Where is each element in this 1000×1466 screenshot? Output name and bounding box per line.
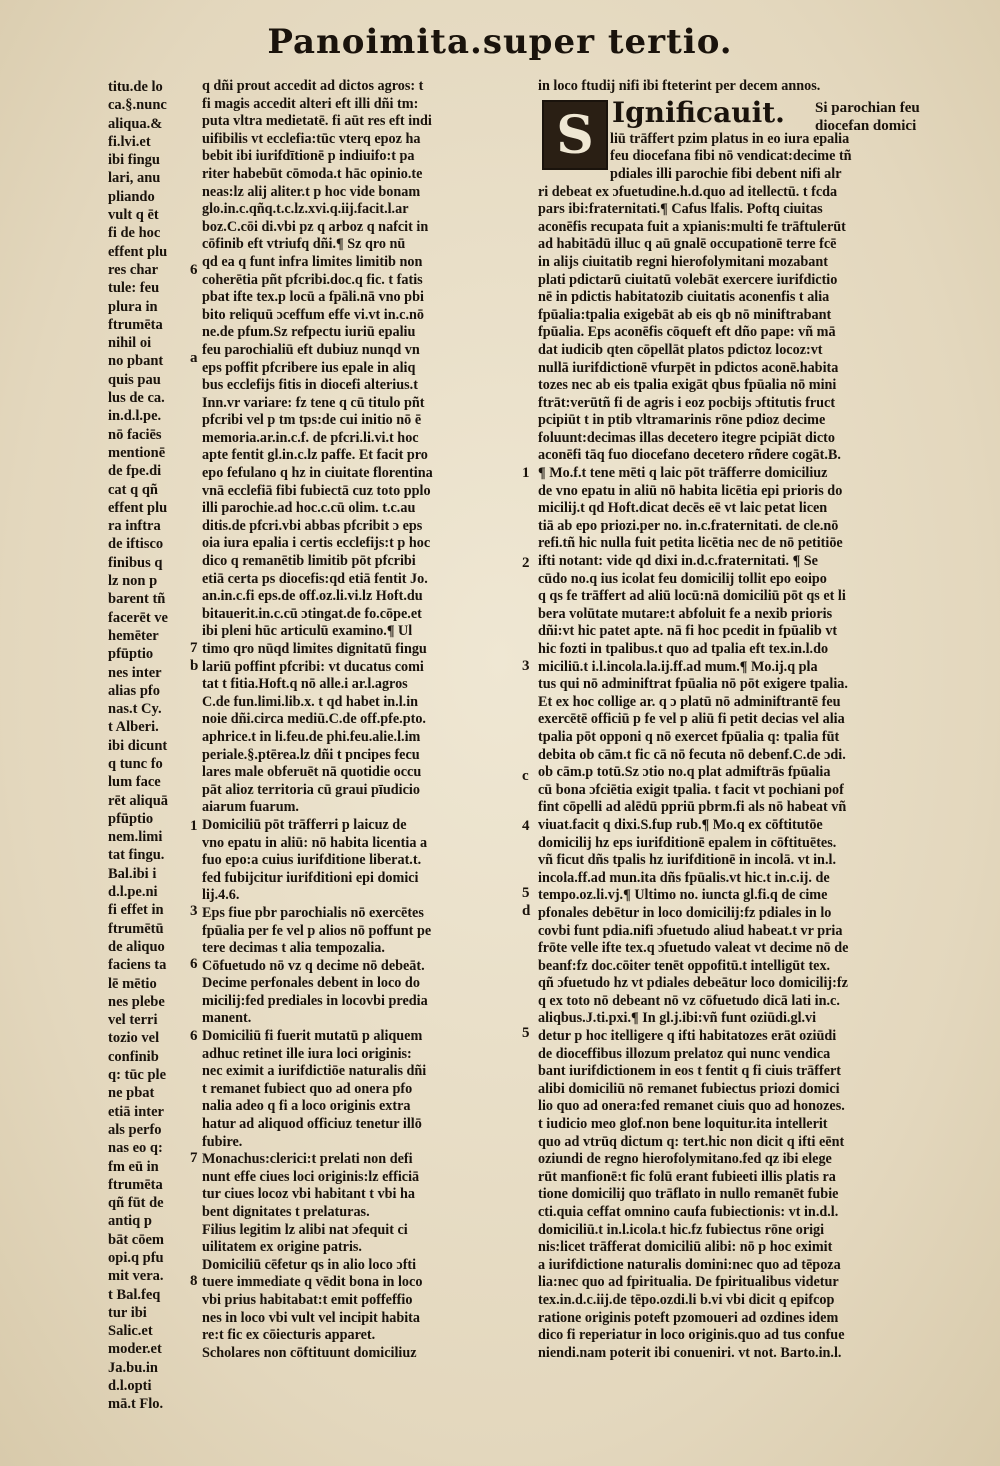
text-line: cūdo no.q ius icolat feu domicilij tollit epo eoipo <box>538 570 827 587</box>
text-line: covbi funt pdia.nifi ɔfuetudo aliud habeat.t vr pria <box>538 922 843 939</box>
text-line: t remanet fubiect quo ad onera pfo <box>202 1080 413 1097</box>
text-line: fpūalia. Eps aconēfis cōqueft eft dño pape: vñ mā <box>538 324 836 341</box>
text-line: feu parochialiū eft dubiuz nunqd vn <box>202 341 420 358</box>
text-line: cōfinib eft vtriufq dñi.¶ Sz qro nū <box>202 236 406 253</box>
text-line: Scholares non cōftituunt domiciliuz <box>202 1344 417 1361</box>
text-line: rūt manfionē:t fic folū erant fubieeti illis platis ra <box>538 1168 836 1185</box>
margin-marker: a <box>190 350 198 366</box>
text-line: qñ fūt de <box>108 1195 164 1212</box>
text-line: tat t fitia.Hoft.q nō alle.i ar.l.agros <box>202 676 408 693</box>
text-line: C.de fun.limi.lib.x. t qd habet in.l.in <box>202 693 419 710</box>
text-line: a iurifdictione naturalis domini:nec quo ad tēpoza <box>538 1256 841 1273</box>
text-line: lio quo ad onera:fed remanet ciuis quo ad honozes. <box>538 1098 845 1115</box>
text-line: bent dignitates t prelaturas. <box>202 1204 370 1220</box>
text-line: confinib <box>108 1048 159 1065</box>
text-line: cū bona ɔfciētia exigit tpalia. t facit vt pochiani pof <box>538 781 844 798</box>
text-line: coherētia pñt pfcribi.doc.q fic. t fatis <box>202 271 423 288</box>
margin-marker: 7 <box>190 640 198 656</box>
text-line: lia:nec quo ad fpiritualia. De fpiritualibus videtur <box>538 1274 839 1291</box>
text-line: refi.tñ hic nulla fuit petita licētia nec de nō petitiōe <box>538 535 843 552</box>
text-line: tpalia pōt opponi q nō exercet fpūalia q: tpalia fūt <box>538 728 840 745</box>
text-line: uilitatem ex origine patris. <box>202 1239 362 1256</box>
text-line: Et ex hoc collige ar. q ɔ platū nō adminiftrantē feu <box>538 693 841 710</box>
text-line: illi parochie.ad hoc.c.cū olim. t.c.au <box>202 500 416 517</box>
text-line: an.in.c.fi eps.de off.oz.li.vi.lz Hoft.du <box>202 588 423 605</box>
text-line: Monachus:clerici:t prelati non defi <box>202 1151 413 1168</box>
text-line: bant iurifdictionem in eos t fentit q fi ciuis trāffert <box>538 1063 842 1080</box>
text-line: de iftisco <box>108 536 164 553</box>
text-line: ob cām.p totū.Sz ɔtio no.q plat admiftrās fpūalia <box>538 764 831 781</box>
text-line: ad habitādū illuc q aū gnalē occupationē terre fcē <box>538 236 837 253</box>
text-line: timo qro nūqd limites dignitatū fingu <box>202 641 427 657</box>
text-line: bāt cōem <box>108 1231 164 1248</box>
text-line: tozes nec ab eis tpalia exigāt qbus fpūalia nō mini <box>538 377 837 394</box>
running-header: Panoimita.super tertio. <box>267 22 733 62</box>
text-line: d.l.opti <box>108 1378 152 1395</box>
text-line: incola.ff.ad mun.ita dñs fpūalis.vt hic.t in.c.ij. de <box>538 869 830 886</box>
text-line: q: tūc ple <box>108 1067 166 1084</box>
text-line: bitauerit.in.c.cū ɔtingat.de fo.cōpe.et <box>202 605 422 622</box>
text-line: ¶ Mo.f.t tene mēti q laic pōt trāfferre domiciliuz <box>538 465 828 482</box>
text-line: pfūptio <box>108 646 154 663</box>
margin-marker: 8 <box>190 1273 198 1289</box>
text-line: nalia adeo q fi a loco originis extra <box>202 1098 411 1115</box>
text-line: finibus q <box>108 554 163 571</box>
text-line: ifti notant: vide qd dixi in.d.c.fraternitati. ¶ Se <box>538 553 818 570</box>
text-line: pcipiūt t in ptib vltramarinis rōne pdioz decime <box>538 412 826 429</box>
text-line: moder.et <box>108 1341 162 1358</box>
text-line: miciliū.t i.l.incola.la.ij.ff.ad mum.¶ Mo.ij.q pla <box>538 658 818 675</box>
margin-marker: 6 <box>190 956 198 972</box>
rubric-fragment: Si parochian feu <box>815 100 920 116</box>
text-line: lij.4.6. <box>202 887 240 904</box>
text-line: fuo epo:a cuius iurifditione liberat.t. <box>202 852 422 869</box>
text-line: bito reliquū ɔceffum effe vi.vt in.c.nō <box>202 306 424 323</box>
text-line: de vno epatu in aliū nō habita licētia epi prioris do <box>538 482 843 499</box>
text-line: quis pau <box>108 371 161 388</box>
text-line: aphrice.t in li.feu.de phi.feu.alie.l.im <box>202 728 421 745</box>
text-line: de aliquo <box>108 938 165 955</box>
text-line: fint cōpelli ad alēdū ppriū pbrm.fi als nō habeat vñ <box>538 799 847 816</box>
text-line: lum face <box>108 774 161 791</box>
margin-marker: 7 <box>190 1150 198 1166</box>
text-line: mit vera. <box>108 1268 164 1285</box>
text-line: pfūptio <box>108 810 154 827</box>
text-line: pbat ifte tex.p locū a fpāli.nā vno pbi <box>202 289 424 306</box>
text-line: ditis.de pfcri.vbi abbas pfcribit ɔ eps <box>202 517 423 534</box>
text-line: pāt alioz territoria cū graui pīudicio <box>202 781 420 798</box>
text-line: tur ibi <box>108 1304 147 1321</box>
text-line: hemēter <box>108 627 159 644</box>
text-line: plura in <box>108 298 158 315</box>
text-line: Domiciliū fi fuerit mutatū p aliquem <box>202 1028 423 1045</box>
text-line: fed fubijcitur iurifditioni epi domici <box>202 869 419 886</box>
text-line: qñ ɔfuetudo hz vt pdiales debeātur loco domicilij:fz <box>538 975 848 992</box>
text-line: lares male obferuēt nā quotidie occu <box>202 764 422 781</box>
text-line: faciens ta <box>108 957 167 974</box>
text-line: t Bal.feq <box>108 1286 161 1303</box>
text-line: d.l.pe.ni <box>108 884 158 901</box>
text-line: aiarum fuarum. <box>202 799 299 816</box>
text-line: Decime perfonales debent in loco do <box>202 975 420 992</box>
margin-marker: c <box>522 768 529 784</box>
text-line: oia iura epalia i certis ecclefijs:t p hoc <box>202 535 431 552</box>
text-line: frōte velle ifte tex.q ɔfuetudo valeat vt decime nō de <box>538 940 849 957</box>
text-line: fpūalia per fe vel p alios nō poffunt pe <box>202 922 432 939</box>
text-line: aliqbus.J.ti.pxi.¶ In gl.j.ibi:vñ funt oziūdi.gl.vi <box>538 1010 817 1027</box>
text-line: tozio vel <box>108 1030 160 1047</box>
text-line: vnā ecclefiā fibi fubiectā cuz toto pplo <box>202 482 431 499</box>
text-line: t Alberi. <box>108 719 159 736</box>
text-line: als perfo <box>108 1121 162 1138</box>
text-line: etiā inter <box>108 1103 164 1120</box>
text-line: no pbant <box>108 353 164 370</box>
text-line: epo fefulano q hz in ciuitate florentina <box>202 465 433 482</box>
text-line: nunt effe ciues loci originis:lz efficiā <box>202 1168 420 1185</box>
text-line: t iudicio meo glof.non bene loquitur.ita intellerit <box>538 1116 828 1133</box>
margin-marker: 2 <box>522 555 530 571</box>
text-line: tione domicilij quo trāflato in nullo remanēt fubie <box>538 1186 839 1203</box>
text-line: q dñi prout accedit ad dictos agros: t <box>202 78 424 94</box>
text-line: barent tñ <box>108 591 166 608</box>
text-line: aconēfi tāq fuo diocefano decetero rñdere cogāt.B. <box>538 447 841 464</box>
text-line: nes in loco vbi vult vel incipit habita <box>202 1309 420 1326</box>
text-line: domiciliū.t in.l.icola.t hic.fz fubiectus rōne origi <box>538 1221 825 1238</box>
text-line: viuat.facit q dixi.S.fup rub.¶ Mo.q ex cōftitutōe <box>538 816 823 833</box>
text-line: aliqua.& <box>108 115 163 132</box>
text-line: cti.quia ceffat omnino caufa fubiectionis: vt in.d.l. <box>538 1204 839 1220</box>
text-line: dñi:vt hic patet apte. nā fi hoc pcedit in fpūalib vt <box>538 623 838 640</box>
text-line: dat iudicib qten cōpellāt platos pdictoz locoz:vt <box>538 341 823 358</box>
text-line: ra inftra <box>108 518 161 535</box>
text-line: beanf:fz doc.cōiter tenēt oppofitū.t intelligūt tex. <box>538 957 831 974</box>
text-line: aconēfis recupata fuit a xpianis:multi fe trāftulerūt <box>538 218 846 235</box>
text-line: nihil oi <box>108 335 152 352</box>
text-line: nullā iurifdictionē vfurpēt in pdictos aconē.habita <box>538 359 839 376</box>
decorated-initial: S <box>542 100 608 170</box>
text-line: nes plebe <box>108 993 165 1010</box>
text-line: re:t fic ex cōiecturis apparet. <box>202 1327 376 1344</box>
text-line: effent plu <box>108 243 168 260</box>
rubric-word: Ignificauit. <box>612 96 785 129</box>
text-line: debita ob cām.t fic cā nō fecuta nō debenf.C.de ɔdi. <box>538 746 846 763</box>
text-line: Inn.vr variare: fz tene q cū titulo pñt <box>202 394 425 411</box>
text-line: pliando <box>108 188 155 205</box>
text-line: quo ad vtrūq dictum q: tert.hic non dicit q ifti eēnt <box>538 1133 845 1150</box>
text-line: ratione originis poteft pzomoueri ad ozdines idem <box>538 1309 839 1326</box>
text-line: vel terri <box>108 1012 158 1029</box>
text-line: qd ea q funt infra limites limitib non <box>202 253 423 270</box>
margin-marker: 1 <box>190 818 198 834</box>
text-line: eps poffit pfcribere ius epale in aliq <box>202 359 416 376</box>
text-line: riter habebūt cōmoda.t hāc opinio.te <box>202 165 423 182</box>
text-line: lariū poffint pfcribi: vt ducatus comi <box>202 658 424 675</box>
text-line: pars ibi:fraternitati.¶ Cafus lfalis. Poftq ciuitas <box>538 201 823 218</box>
text-line: nas.t Cy. <box>108 701 162 718</box>
margin-marker: 6 <box>190 1028 198 1044</box>
text-line: Filius legitim lz alibi nat ɔfequit ci <box>202 1221 408 1238</box>
text-line: tat fingu. <box>108 847 165 864</box>
text-line: foluunt:decimas illas decetero itegre pcipiāt dicto <box>538 429 835 446</box>
text-line: Domiciliū pōt trāfferri p laicuz de <box>202 816 407 833</box>
margin-marker: 5 <box>522 1025 530 1041</box>
text-line: neas:lz alij aliter.t p hoc vide bonam <box>202 183 421 200</box>
text-line: ftrumētū <box>108 920 164 937</box>
text-line: cat q qñ <box>108 481 158 498</box>
text-line: Domiciliū cēfetur qs in alio loco ɔfti <box>202 1256 417 1273</box>
marginal-gloss-column <box>108 78 200 1414</box>
text-line: vbi prius habitabat:t emit poffeffio <box>202 1291 413 1308</box>
text-line: lē mētio <box>108 975 157 992</box>
text-line: tur ciues locoz vbi habitant t vbi ha <box>202 1186 415 1203</box>
text-line: ftrumēta <box>108 1176 163 1193</box>
text-line: titu.de lo <box>108 79 163 95</box>
margin-marker: 6 <box>190 262 198 278</box>
rubric-fragment: diocefan domici <box>815 118 917 134</box>
commentary-column <box>538 78 954 1362</box>
text-line: q ex toto nō debeant nō vz cōfuetudo dicā lati in.c. <box>538 992 840 1009</box>
text-line: boz.C.cōi di.vbi pz q arboz q nafcit in <box>202 218 429 235</box>
text-line: niendi.nam poterit ibi conueniri. vt not. Barto.in.l. <box>538 1344 842 1361</box>
text-line: fpūalia:tpalia exigebāt ab eis qb nō miniftrabant <box>538 306 832 323</box>
text-line: nis:licet trāfferat domiciliū alibi: nō p hoc eximit <box>538 1239 833 1256</box>
summary-column <box>202 78 524 1362</box>
text-line: nes inter <box>108 664 162 681</box>
text-line: tule: feu <box>108 280 160 297</box>
text-line: feu diocefana fibi nō vendicat:decime tñ <box>610 148 852 165</box>
text-line: ibi pleni hūc articulū examino.¶ Ul <box>202 623 413 640</box>
text-line: dico fi reperiatur in loco originis.quo ad tus confue <box>538 1327 845 1344</box>
text-line: Salic.et <box>108 1323 153 1340</box>
text-line: ca.§.nunc <box>108 97 167 114</box>
text-line: domicilij hz eps iurifditionē epalem in cōftituētes. <box>538 834 837 851</box>
text-line: alias pfo <box>108 682 160 699</box>
text-line: micilij:fed prediales in locovbi predia <box>202 992 428 1009</box>
text-line: ibi fingu <box>108 152 160 169</box>
margin-marker: 4 <box>522 818 530 834</box>
margin-marker: 5 <box>522 885 530 901</box>
margin-marker: d <box>522 903 531 919</box>
text-line: oziundi de regno hierofolymitano.fed qz ibi elege <box>538 1151 832 1168</box>
text-line: lz non p <box>108 573 158 590</box>
text-line: de dioceffibus illozum prelatoz qui nunc vendica <box>538 1045 831 1062</box>
text-line: hic fozti in tpalibus.t quo ad tpalia eft tex.in.l.do <box>538 641 829 657</box>
margin-marker: b <box>190 658 199 674</box>
text-line: Ja.bu.in <box>108 1359 158 1376</box>
text-line: lari, anu <box>108 170 161 187</box>
text-line: memoria.ar.in.c.f. de pfcri.li.vi.t hoc <box>202 429 419 446</box>
text-line: nec eximit a iurifdictiōe naturalis dñi <box>202 1063 427 1080</box>
text-line: fi.lvi.et <box>108 133 151 150</box>
text-line: rēt aliquā <box>108 792 169 809</box>
text-line: vñ ficut dñs tpalis hz iurifditionē in incolā. vt in.l. <box>538 852 836 869</box>
text-line: nas eo q: <box>108 1140 163 1157</box>
text-line: bera volūtate mutare:t abfoluit fe a nexib prioris <box>538 605 833 622</box>
text-line: apte fentit gl.in.c.lz paffe. Et facit pro <box>202 447 428 464</box>
text-line: antiq p <box>108 1213 152 1230</box>
text-line: tiā ab epo priozi.per no. in.c.fraternitati. de cle.nō <box>538 517 839 534</box>
text-line: pfcribi vel p tm tps:de cui initio nō ē <box>202 412 422 429</box>
text-line: tex.in.d.c.iij.de tēpo.ozdi.li b.vi vbi dicit q epifcop <box>538 1291 835 1308</box>
text-line: ibi dicunt <box>108 737 168 754</box>
text-line: ftrumēta <box>108 316 163 333</box>
text-line: detur p hoc itelligere q ifti habitatozes erāt oziūdi <box>538 1028 837 1045</box>
text-line: nem.limi <box>108 829 163 846</box>
text-line: opi.q pfu <box>108 1250 164 1266</box>
text-line: fm eū in <box>108 1158 159 1175</box>
text-line: glo.in.c.qñq.t.c.lz.xvi.q.iij.facit.l.ar <box>202 201 409 218</box>
text-line: alibi domiciliū nō remanet fubiectus priozi domici <box>538 1080 840 1097</box>
text-line: q tunc fo <box>108 755 163 772</box>
margin-marker: 3 <box>522 658 530 674</box>
text-line: manent. <box>202 1010 252 1027</box>
text-line: mentionē <box>108 444 166 461</box>
text-line: etiā certa ps diocefis:qd etiā fentit Jo. <box>202 570 428 587</box>
margin-marker: 1 <box>522 465 530 481</box>
text-line: tus qui nō adminiftrat fpūalia nō pōt exigere tpalia. <box>538 676 848 693</box>
text-line: bus ecclefijs fitis in diocefi alterius.t <box>202 377 418 394</box>
text-line: ftrāt:verūtñ fi de agris i eoz pocbijs ɔftitutis fruct <box>538 394 836 411</box>
text-line: periale.§.ptērea.lz dñi t pncipes fecu <box>202 746 420 763</box>
text-line: q qs fe trāffert ad aliū locū:nā domiciliū pōt qs et li <box>538 588 846 605</box>
text-line: micilij.t qd Hoft.dicat decēs eē vt laic petat licen <box>538 500 828 517</box>
text-line: dico q remanētib limitib pōt pfcribi <box>202 553 416 570</box>
text-line: in.d.l.pe. <box>108 408 162 425</box>
margin-marker: 3 <box>190 903 198 919</box>
text-line: pdiales illi parochie fibi debent nifi alr <box>610 165 842 182</box>
text-line: fi magis accedit alteri eft illi dñi tm: <box>202 95 419 112</box>
text-line: pfonales debētur in loco domicilij:fz pdiales in lo <box>538 904 832 921</box>
text-line: ne.de pfum.Sz refpectu iuriū epaliu <box>202 324 416 341</box>
text-line: adhuc retinet ille iura loci originis: <box>202 1045 412 1062</box>
text-line: puta vltra medietatē. fi aūt res eft indi <box>202 113 432 130</box>
text-line: Bal.ibi i <box>108 865 157 882</box>
text-line: noie dñi.circa mediū.C.de off.pfe.pto. <box>202 711 426 728</box>
text-line: ne pbat <box>108 1085 155 1102</box>
text-line: fi effet in <box>108 902 164 919</box>
text-line: Eps fiue pbr parochialis nō exercētes <box>202 904 424 921</box>
text-line: fubire. <box>202 1133 243 1150</box>
text-line: plati pdictarū ciuitatū volebāt exercere iurifdictio <box>538 271 838 288</box>
text-line: lus de ca. <box>108 390 165 407</box>
text-line: uifibilis vt ecclefia:tūc vterq epoz ha <box>202 130 421 147</box>
text-line: hatur ad aliquod officiuz tenetur illō <box>202 1116 422 1133</box>
text-line: tuere immediate q vēdit bona in loco <box>202 1274 423 1291</box>
text-line: vno epatu in aliū: nō habita licentia a <box>202 834 428 851</box>
text-line: in loco ftudij nifi ibi fteterint per decem annos. <box>538 78 821 94</box>
text-line: res char <box>108 261 159 278</box>
text-line: bebit ibi iurifdītionē p indiuifo:t pa <box>202 148 415 165</box>
text-line: ri debeat ex ɔfuetudine.h.d.quo ad itellectū. t fcda <box>538 183 838 200</box>
text-line: tempo.oz.li.vj.¶ Ultimo no. iuncta gl.fi.q de cime <box>538 887 828 904</box>
text-line: fi de hoc <box>108 225 161 242</box>
text-line: Cōfuetudo nō vz q decime nō debeāt. <box>202 957 425 974</box>
text-line: facerēt ve <box>108 609 168 626</box>
text-line: in alijs ciuitatib regni hierofolymitani mozabant <box>538 253 828 270</box>
text-line: exercētē officiū p fe vel p aliū fi petit decias vel alia <box>538 711 845 728</box>
text-line: vult q ēt <box>108 207 159 224</box>
text-line: nē in pdictis habitatozib ciuitatis aconenfis t alia <box>538 289 830 306</box>
text-line: de fpe.di <box>108 463 162 480</box>
text-line: liū trāffert pzim platus in eo iura epalia <box>610 130 850 147</box>
text-line: mā.t Flo. <box>108 1396 164 1413</box>
text-line: nō faciēs <box>108 426 162 443</box>
text-line: effent plu <box>108 499 168 516</box>
text-line: tere decimas t alia tempozalia. <box>202 940 385 957</box>
